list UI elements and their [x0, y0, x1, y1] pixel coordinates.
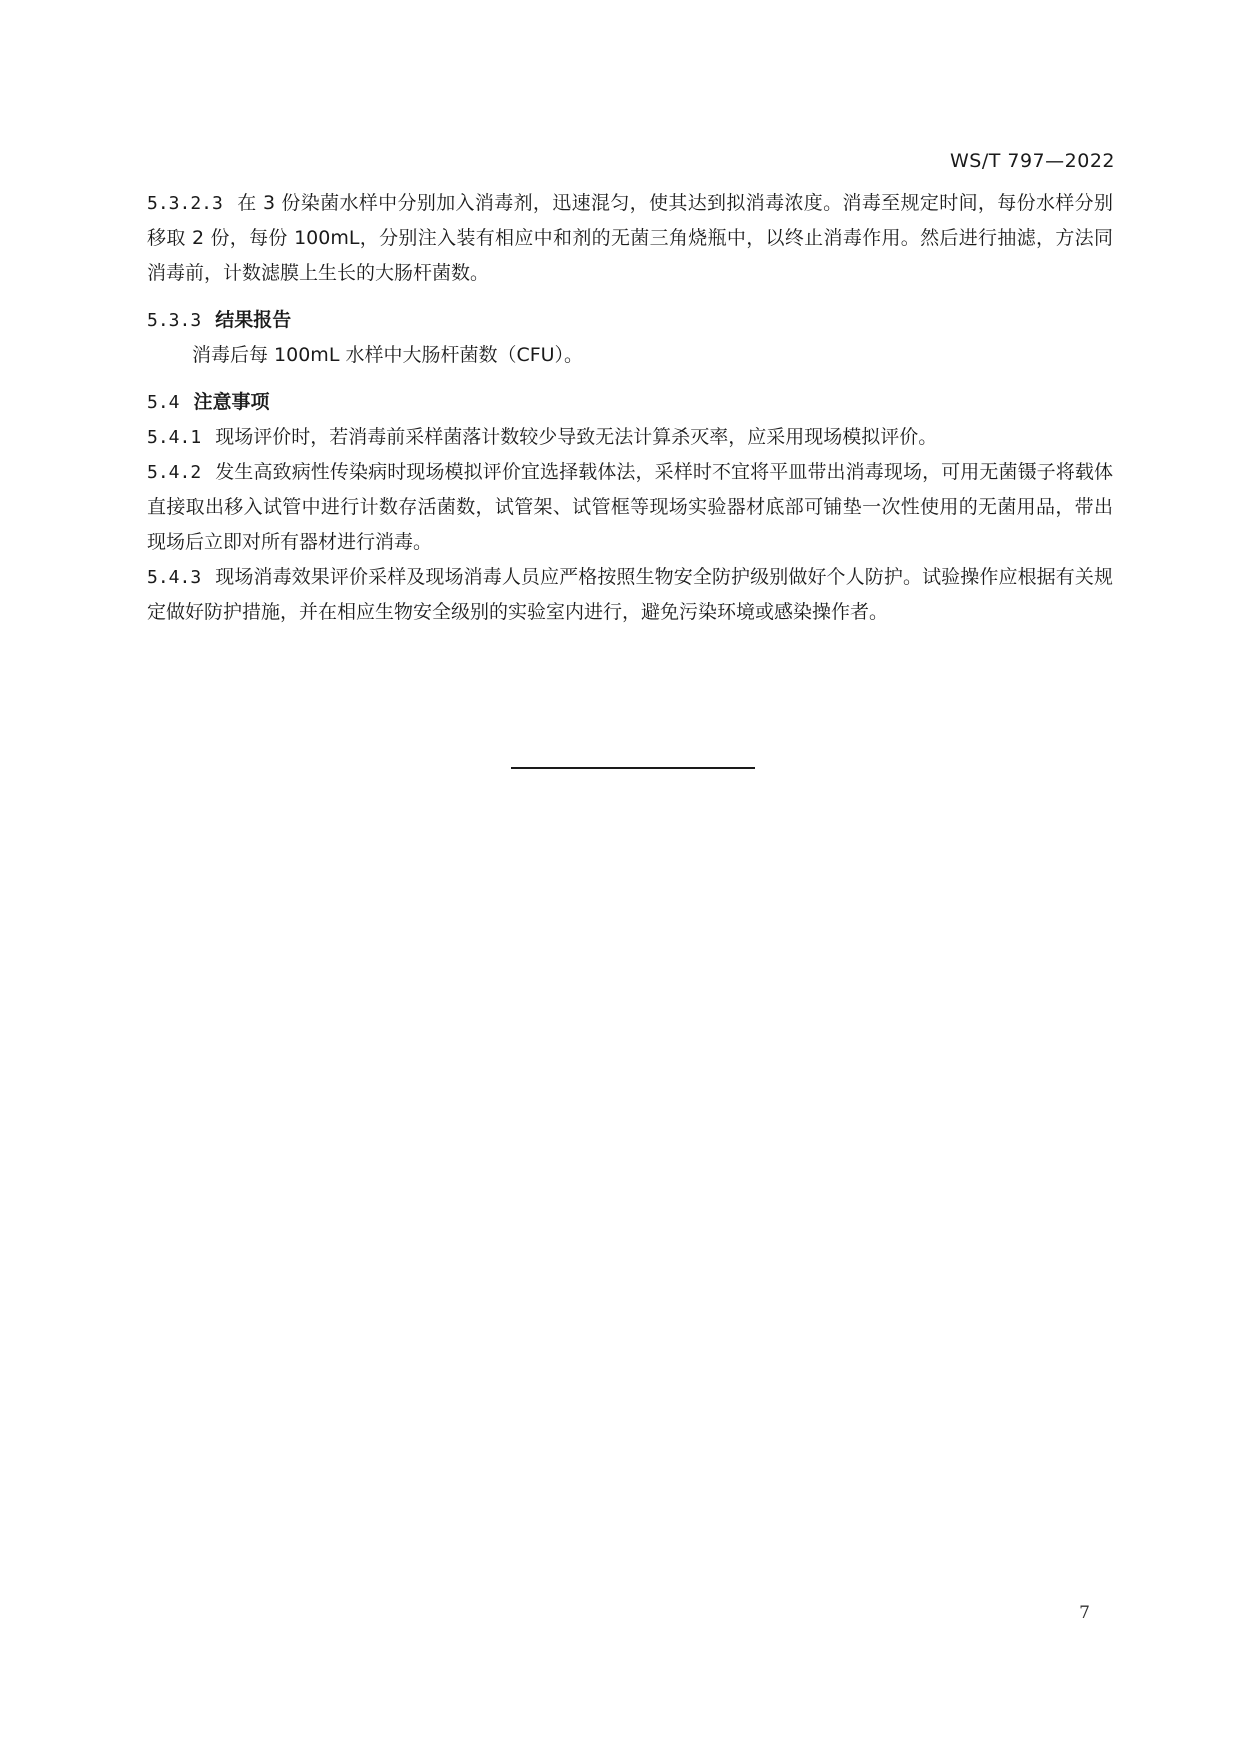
heading-5-4 — [147, 385, 1113, 420]
page-number: 7 — [1079, 1603, 1090, 1623]
standard-code: WS/T 797—2022 — [949, 150, 1115, 172]
clause-number: 5.4.2 — [147, 462, 202, 483]
clause-text: 发生高致病性传染病时现场模拟评价宜选择载体法，采样时不宜将平皿带出消毒现场，可用无菌镊子将载体直接取出移入试管中进行计数存活菌数，试管架、试管框等现场实验器材底部可铺垫一次性使用的无菌用品，带出现场后立即对所有器材进行消毒。 — [147, 461, 1113, 553]
end-of-document-rule — [511, 767, 755, 769]
clause-5-4-1 — [147, 420, 1113, 455]
clause-text: 现场消毒效果评价采样及现场消毒人员应严格按照生物安全防护级别做好个人防护。试验操作应根据有关规定做好防护措施，并在相应生物安全级别的实验室内进行，避免污染环境或感染操作者。 — [147, 566, 1113, 623]
clause-text: 现场评价时，若消毒前采样菌落计数较少导致无法计算杀灭率，应采用现场模拟评价。 — [215, 426, 938, 448]
heading-number: 5.4 — [147, 392, 180, 413]
clause-text: 在 3 份染菌水样中分别加入消毒剂，迅速混匀，使其达到拟消毒浓度。消毒至规定时间，每份水样分别移取 2 份，每份 100mL，分别注入装有相应中和剂的无菌三角烧瓶中，以终止消毒作用。然后进行抽滤，方法同消毒前，计数滤膜上生长的大肠杆菌数。 — [147, 192, 1113, 284]
heading-title: 注意事项 — [193, 391, 270, 413]
clause-number: 5.4.3 — [147, 567, 202, 588]
clause-number: 5.3.2.3 — [147, 193, 223, 214]
heading-number: 5.3.3 — [147, 310, 202, 331]
heading-5-3-3 — [147, 303, 1113, 338]
document-body — [147, 186, 1113, 630]
clause-number: 5.4.1 — [147, 427, 202, 448]
clause-5-4-2 — [147, 455, 1113, 560]
clause-5-3-2-3 — [147, 186, 1113, 291]
heading-title: 结果报告 — [215, 309, 292, 331]
clause-5-4-3 — [147, 560, 1113, 630]
result-report-text: 消毒后每 100mL 水样中大肠杆菌数（CFU）。 — [192, 344, 584, 366]
